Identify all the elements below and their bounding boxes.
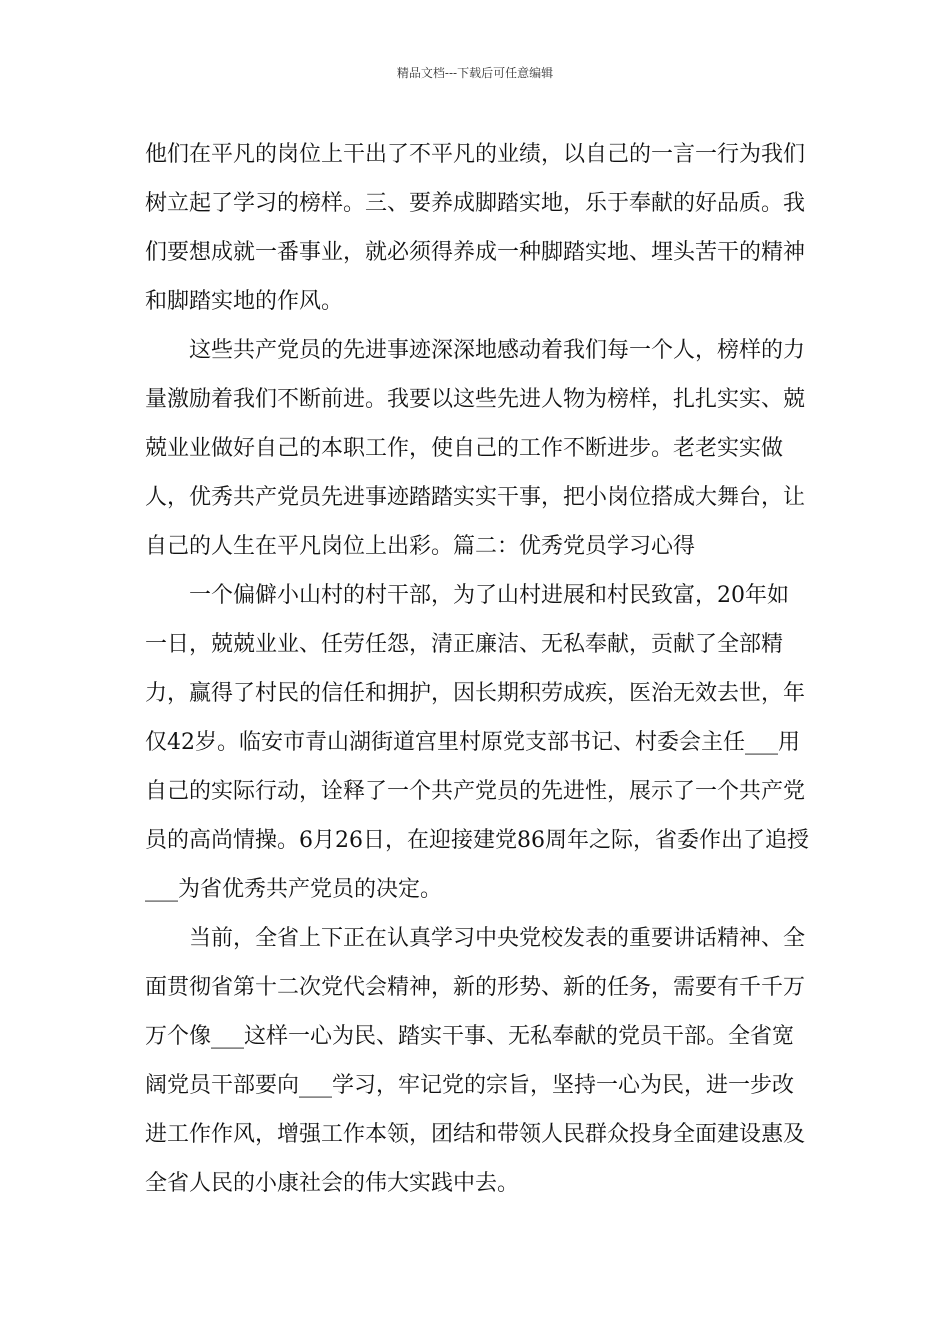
paragraph-4: 当前，全省上下正在认真学习中央党校发表的重要讲话精神、全面贯彻省第十二次党代会精神，新的形势、新的任务，需要有千千万万个像___这样一心为民、踏实干事、无私奉献的党员干部。全省宽阔党员干部要向___学习，牢记党的宗旨，坚持一心为民，进一步改进工作作风，增强工作本领，团结和带领人民群众投身全面建设惠及全省人民的小康社会的伟大实践中去。 [145, 926, 806, 1196]
paragraph-3: 一个偏僻小山村的村干部，为了山村进展和村民致富，20年如一日，兢兢业业、任劳任怨，清正廉洁、无私奉献，贡献了全部精力，赢得了村民的信任和拥护，因长期积劳成疾，医治无效去世，年仅42岁。临安市青山湖街道宫里村原党支部书记、村委会主任___用自己的实际行动，诠释了一个共产党员的先进性，展示了一个共产党员的高尚情操。6月26日，在迎接建党86周年之际，省委作出了追授___为省优秀共产党员的决定。 [145, 583, 809, 902]
page-header: 精品文档---下载后可任意编辑 [396, 66, 554, 80]
paragraph-1: 他们在平凡的岗位上干出了不平凡的业绩，以自己的一言一行为我们树立起了学习的榜样。三、要养成脚踏实地，乐于奉献的好品质。我们要想成就一番事业，就必须得养成一种脚踏实地、埋头苦干的精神和脚踏实地的作风。 [145, 142, 806, 314]
paragraph-2: 这些共产党员的先进事迹深深地感动着我们每一个人，榜样的力量激励着我们不断前进。我要以这些先进人物为榜样，扎扎实实、兢兢业业做好自己的本职工作，使自己的工作不断进步。老老实实做人，优秀共产党员先进事迹踏踏实实干事，把小岗位搭成大舞台，让自己的人生在平凡岗位上出彩。篇二：优秀党员学习心得 [145, 338, 806, 559]
document-body [145, 130, 810, 1208]
